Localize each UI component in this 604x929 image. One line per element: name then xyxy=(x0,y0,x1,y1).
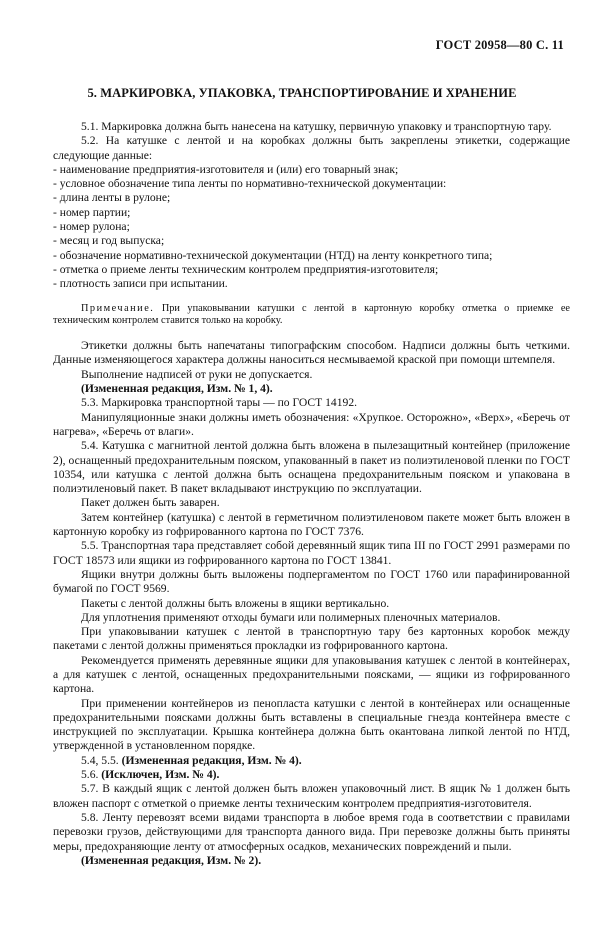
note-label: Примечание. xyxy=(81,302,155,314)
clause-5-8: 5.8. Ленту перевозят всеми видами транспорта в любое время года в соответствии с правилами перевозки грузов, действующими для транспорта данного вида. При перевозке должны быть приняты меры, предохраняющие ленту от атмосферных осадков, механических повреждений и пыли. xyxy=(53,810,570,853)
handling-signs: Манипуляционные знаки должны иметь обозначения: «Хрупкое. Осторожно», «Верх», «Беречь от нагрева», «Беречь от влаги». xyxy=(53,410,570,438)
foam-containers: При применении контейнеров из пенопласта катушки с лентой в контейнерах или оснащенные предохранительными поясками должны быть вставлены в специальные гнезда контейнера вместе с инструкцией по эксплуатации. Крышка контейнера должна быть окантована липкой лентой по НТД, утвержденной в установленном порядке. xyxy=(53,696,570,753)
page-header: ГОСТ 20958—80 С. 11 xyxy=(435,38,564,52)
package-sealed: Пакет должен быть заварен. xyxy=(81,496,220,510)
container-in-box: Затем контейнер (катушка) с лентой в герметичном полиэтиленовом пакете может быть вложен в картонную коробку из гофрированного картона по ГОСТ 7376. xyxy=(53,510,570,539)
boxes-lined: Ящики внутри должны быть выложены подпергаментом по ГОСТ 1760 или парафинированной бумагой по ГОСТ 9569. xyxy=(53,567,570,596)
clause-5-1: 5.1. Маркировка должна быть нанесена на катушку, первичную упаковку и транспортную тару. xyxy=(81,120,552,133)
list-item: - отметка о приеме ленты техническим контролем предприятия-изготовителя; xyxy=(53,262,439,276)
list-item: - месяц и год выпуска; xyxy=(53,234,165,248)
packs-vertical: Пакеты с лентой должны быть вложены в ящики вертикально. xyxy=(81,596,390,610)
note xyxy=(53,303,570,329)
clause-5-7: 5.7. В каждый ящик с лентой должен быть вложен упаковочный лист. В ящик № 1 должен быть вложен паспорт с отметкой о приемке ленты техническим контролем предприятия-изготовителя. xyxy=(53,782,570,810)
section-title: 5. МАРКИРОВКА, УПАКОВКА, ТРАНСПОРТИРОВАНИЕ И ХРАНЕНИЕ xyxy=(87,86,517,100)
revision-note xyxy=(53,382,570,396)
clause-number: 5.6. xyxy=(81,768,102,782)
revision-text: (Измененная редакция, Изм. № 1, 4). xyxy=(81,382,273,396)
list-item: - условное обозначение типа ленты по нормативно-технической документации: xyxy=(53,177,447,191)
without-boxes: При упаковывании катушек с лентой в транспортную тару без картонных коробок между пакетами с лентой должны применяться прокладки из гофрированного картона. xyxy=(53,625,570,653)
clause-5-3: 5.3. Маркировка транспортной тары — по ГОСТ 14192. xyxy=(81,396,358,410)
list-item: - длина ленты в рулоне; xyxy=(53,191,171,205)
section-body xyxy=(53,120,570,868)
revision-note xyxy=(53,754,570,768)
list-item: - обозначение нормативно-технической документации (НТД) на ленту конкретного типа; xyxy=(53,248,493,262)
labels-print: Этикетки должны быть напечатаны типографским способом. Надписи должны быть четкими. Данные изменяющегося характера должны наноситься несмываемой краской при помощи штемпеля. xyxy=(53,339,570,367)
clause-5-5: 5.5. Транспортная тара представляет собой деревянный ящик типа III по ГОСТ 2991 размерами по ГОСТ 18573 или ящики из гофрированного картона по ГОСТ 13841. xyxy=(53,539,570,567)
note-text: При упаковывании катушки с лентой в картонную коробку отметка о приемке ее техническим контролем ставится только на коробку. xyxy=(53,302,570,327)
clause-5-6 xyxy=(53,768,570,782)
handwritten-rule: Выполнение надписей от руки не допускается. xyxy=(81,367,313,381)
revision-note xyxy=(53,854,570,868)
list-item: - плотность записи при испытании. xyxy=(53,277,228,291)
revision-text: (Измененная редакция, Изм. № 4). xyxy=(121,753,302,767)
excluded-text: (Исключен, Изм. № 4). xyxy=(101,768,220,782)
list-item: - номер партии; xyxy=(53,205,131,219)
revision-text: (Измененная редакция, Изм. № 2). xyxy=(81,853,262,867)
compaction: Для уплотнения применяют отходы бумаги или полимерных пленочных материалов. xyxy=(81,610,501,624)
clause-5-2: 5.2. На катушке с лентой и на коробках должны быть закреплены этикетки, содержащие следующие данные: xyxy=(53,134,570,162)
clause-5-4: 5.4. Катушка с магнитной лентой должна быть вложена в пылезащитный контейнер (приложение 2), оснащенный предохранительным пояском, упакованный в пакет из полиэтиленовой пленки по ГОСТ 10354, или катушка с лентой должна быть оснащена предохранительным пояском и упакована в полиэтиленовый пакет. В пакет вкладывают инструкцию по эксплуатации. xyxy=(53,439,570,496)
list-item: - наименование предприятия-изготовителя и (или) его товарный знак; xyxy=(53,162,399,176)
list-item: - номер рулона; xyxy=(53,220,130,234)
recommended-boxes: Рекомендуется применять деревянные ящики для упаковывания катушек с лентой в контейнерах, а для катушек с лентой, оснащенных предохранительными поясками, — ящики из гофрированного картона. xyxy=(53,653,570,696)
revision-clauses: 5.4, 5.5. xyxy=(81,753,122,767)
